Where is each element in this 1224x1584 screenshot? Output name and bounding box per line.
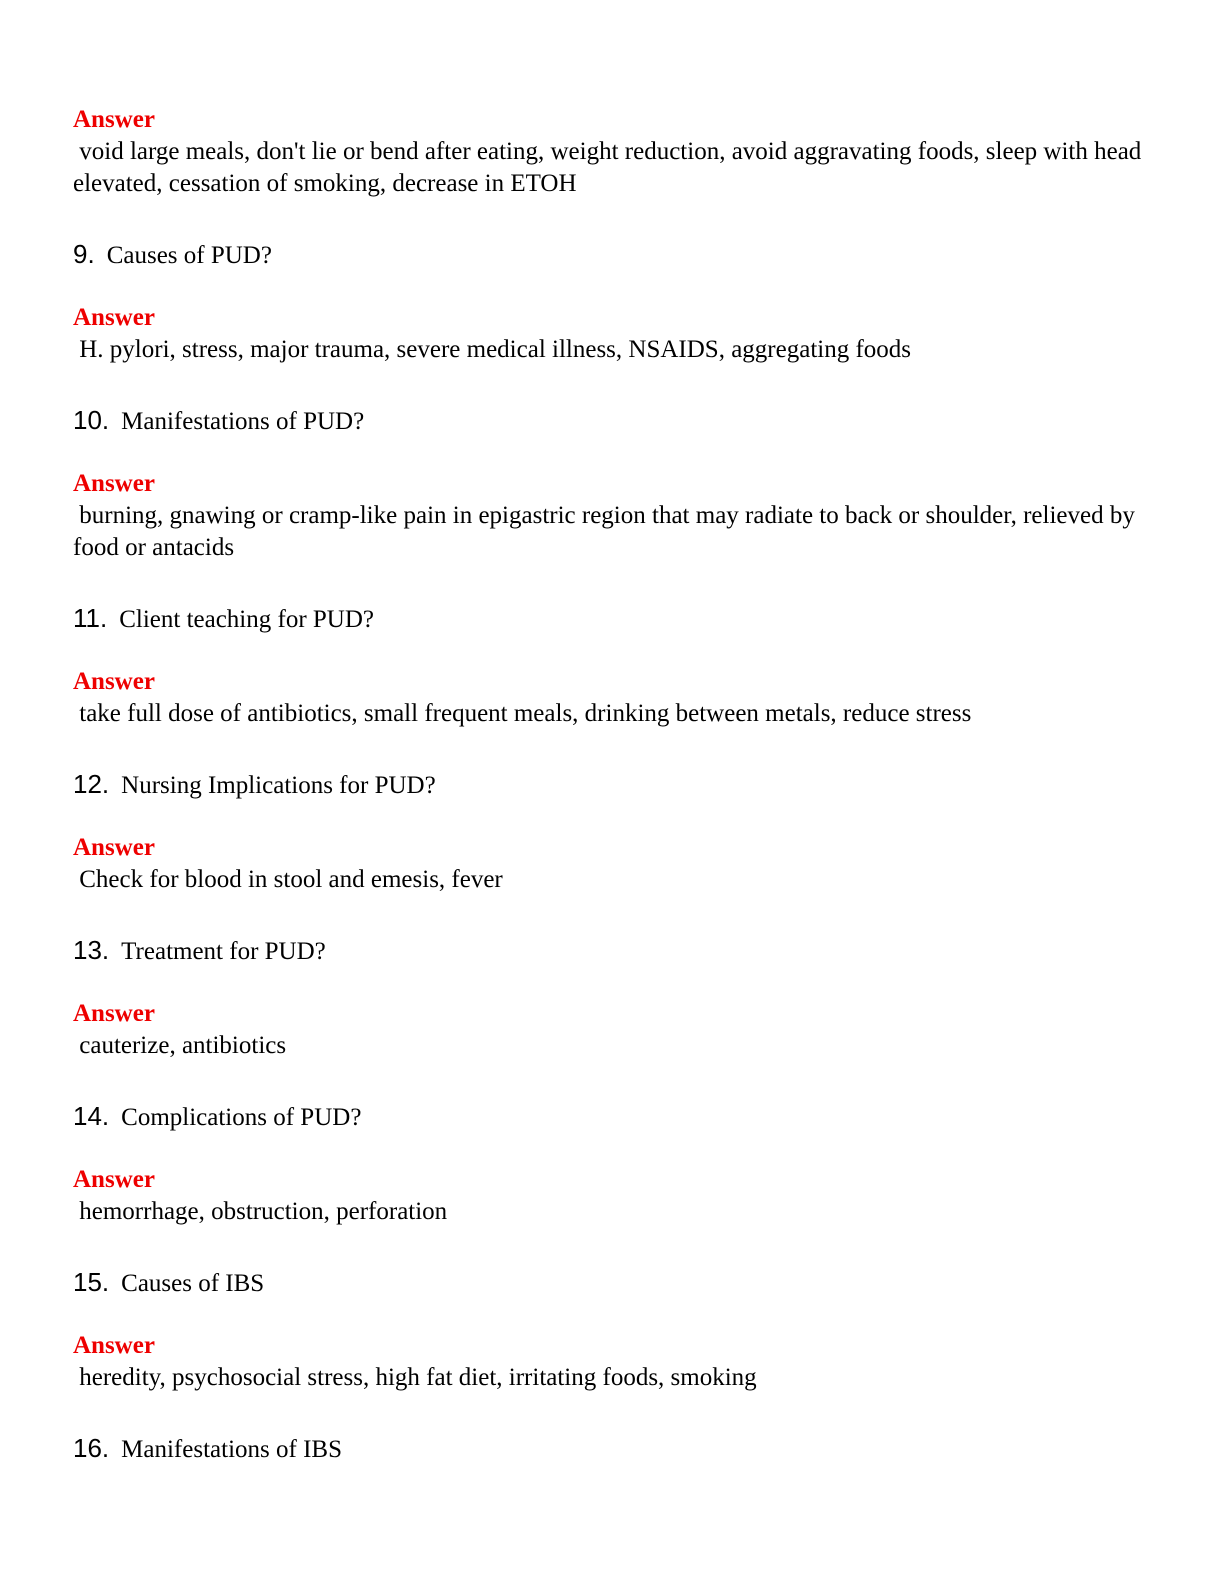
answer-block-lead	[73, 104, 1153, 200]
answer-text: H. pylori, stress, major trauma, severe medical illness, NSAIDS, aggregating foods	[73, 336, 912, 363]
answer-block-12	[73, 832, 1153, 896]
answer-text: cauterize, antibiotics	[73, 1032, 287, 1059]
question-11	[73, 602, 1153, 636]
question-number: 10.	[73, 405, 110, 435]
answer-text: Check for blood in stool and emesis, fever	[73, 866, 503, 893]
question-number: 12.	[73, 769, 110, 799]
answer-label: Answer	[73, 668, 155, 695]
question-number: 14.	[73, 1101, 110, 1131]
question-text: Client teaching for PUD?	[119, 606, 375, 633]
question-10	[73, 404, 1153, 438]
answer-label: Answer	[73, 1000, 155, 1027]
question-14	[73, 1100, 1153, 1134]
answer-text: take full dose of antibiotics, small frequent meals, drinking between metals, reduce stress	[73, 700, 972, 727]
question-text: Causes of IBS	[121, 1270, 265, 1297]
answer-label: Answer	[73, 106, 155, 133]
answer-label: Answer	[73, 470, 155, 497]
answer-label: Answer	[73, 1166, 155, 1193]
answer-label: Answer	[73, 1332, 155, 1359]
answer-label: Answer	[73, 304, 155, 331]
answer-block-15	[73, 1330, 1153, 1394]
question-16	[73, 1432, 1153, 1466]
question-number: 9.	[73, 239, 95, 269]
answer-text: burning, gnawing or cramp-like pain in epigastric region that may radiate to back or shoulder, relieved by food or antacids	[73, 502, 1142, 561]
question-text: Complications of PUD?	[121, 1104, 362, 1131]
question-text: Manifestations of IBS	[121, 1436, 342, 1463]
question-number: 15.	[73, 1267, 110, 1297]
question-text: Causes of PUD?	[106, 242, 272, 269]
answer-text: heredity, psychosocial stress, high fat diet, irritating foods, smoking	[73, 1364, 757, 1391]
answer-block-9	[73, 302, 1153, 366]
answer-block-11	[73, 666, 1153, 730]
question-number: 16.	[73, 1433, 110, 1463]
question-12	[73, 768, 1153, 802]
answer-text: hemorrhage, obstruction, perforation	[73, 1198, 448, 1225]
question-text: Treatment for PUD?	[121, 938, 326, 965]
answer-block-13	[73, 998, 1153, 1062]
question-15	[73, 1266, 1153, 1300]
answer-text: void large meals, don't lie or bend after eating, weight reduction, avoid aggravating foods, sleep with head elevated, cessation of smoking, decrease in ETOH	[73, 138, 1148, 197]
question-13	[73, 934, 1153, 968]
answer-block-14	[73, 1164, 1153, 1228]
answer-label: Answer	[73, 834, 155, 861]
question-9	[73, 238, 1153, 272]
question-number: 13.	[73, 935, 110, 965]
question-number: 11.	[73, 603, 108, 633]
answer-block-10	[73, 468, 1153, 564]
document-page	[73, 104, 1153, 1466]
question-text: Nursing Implications for PUD?	[121, 772, 436, 799]
question-text: Manifestations of PUD?	[121, 408, 365, 435]
